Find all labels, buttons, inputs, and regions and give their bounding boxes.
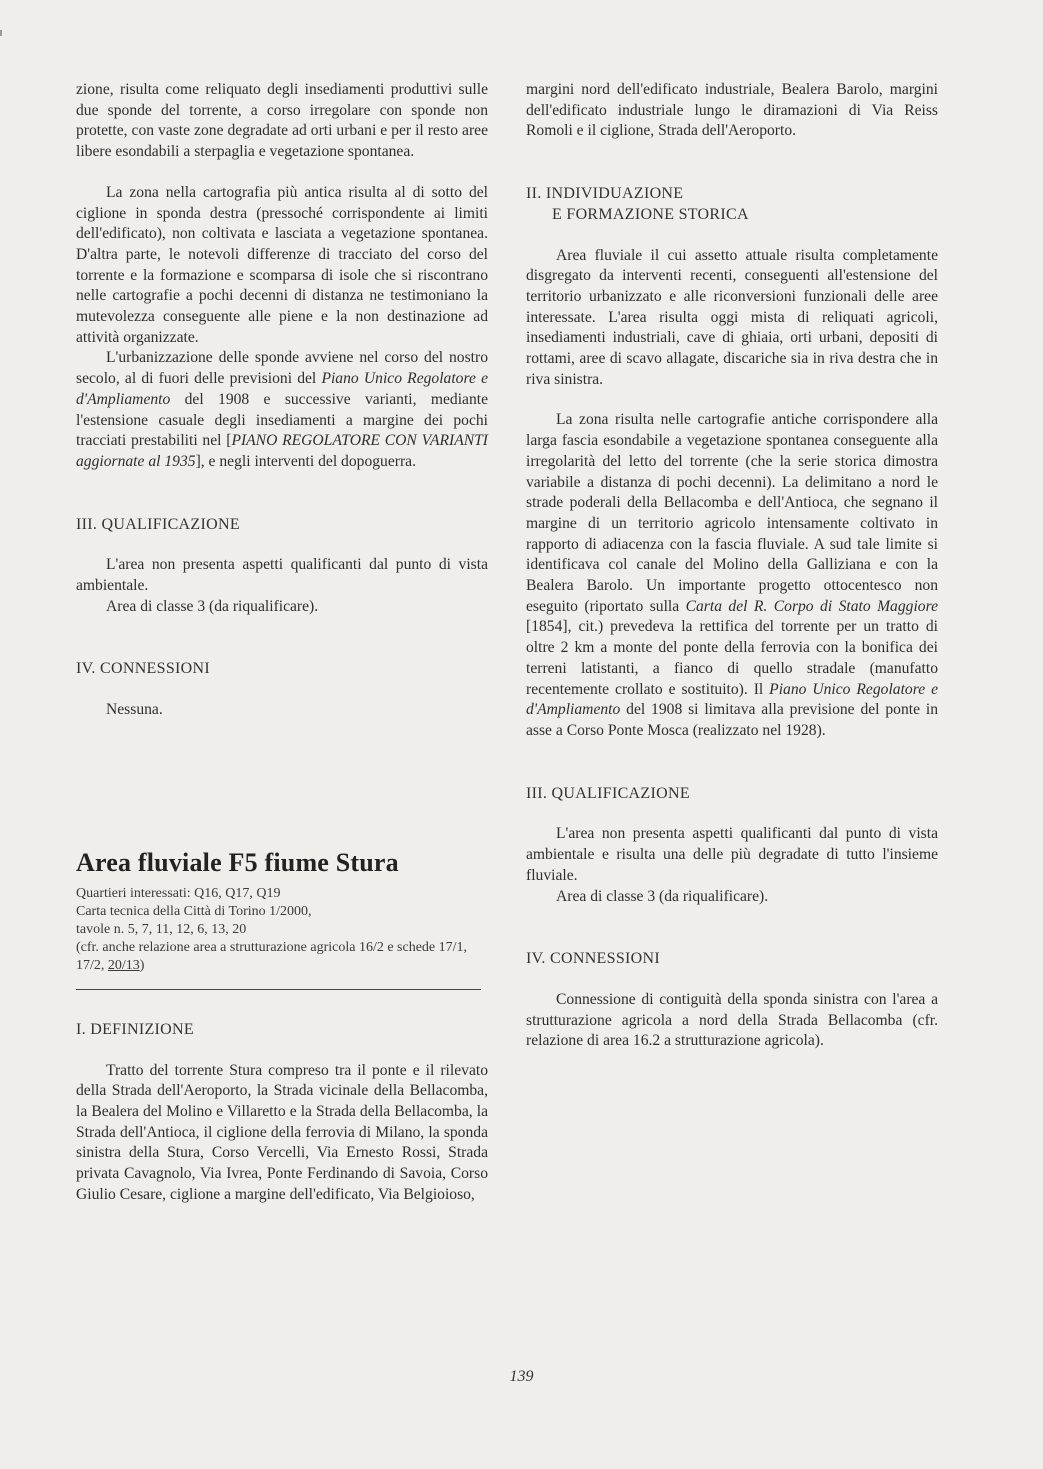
paragraph: margini nord dell'edificato industriale, Bealera Barolo, margini dell'edificato industriale lungo le diramazioni di Via Reiss Romoli e il ciglione, Strada dell'Aeroporto. bbox=[526, 81, 938, 140]
divider bbox=[76, 989, 481, 990]
paragraph: Nessuna. bbox=[106, 701, 163, 719]
paragraph: zione, risulta come reliquato degli insediamenti produttivi sulle due sponde del torrente, a corso irregolare con sponde non protette, con vaste zone degradate ad orti urbani e per il resto aree libere esondabili a sterpaglia e vegetazione spontanea. bbox=[76, 81, 488, 161]
paragraph: L'area non presenta aspetti qualificanti dal punto di vista ambientale e risulta una delle più degradate di tutto l'insieme fluviale. bbox=[526, 825, 938, 884]
section-heading-qualificazione: III. QUALIFICAZIONE bbox=[526, 784, 690, 802]
paragraph: La zona risulta nelle cartografie antiche corrispondere alla larga fascia esondabile a vegetazione spontanea conseguente alla irregolarità del letto del torrente (che la serie storica dimostra variabile a distanza di pochi decenni). La delimitano a nord le strade poderali della Bellacomba e dell'Antioca, che segnano il margine di un territorio agricolo intensamente coltivato in rapporto di adiacenza con la fascia fluviale. A sud tale limite si identificava col canale del Molino della Galliziana e con la Bealera Barolo. Un importante progetto ottocentesco non eseguito (riportato sulla Carta del R. Corpo di Stato Maggiore [1854], cit.) prevedeva la rettifica del torrente per un tratto di oltre 2 km a monte del ponte della ferrovia con la bonifica dei terreni latistanti, a fianco di quello stradale (manufatto recentemente crollato e sostituito). Il Piano Unico Regolatore e d'Ampliamento del 1908 si limitava alla previsione del ponte in asse a Corso Ponte Mosca (realizzato nel 1928). bbox=[526, 411, 938, 739]
paragraph: L'area non presenta aspetti qualificanti dal punto di vista ambientale. bbox=[76, 556, 488, 595]
paragraph: Tratto del torrente Stura compreso tra il ponte e il rilevato della Strada dell'Aeroporto, la Strada vicinale della Bellacomba, la Bealera del Molino e Villaretto e la Strada della Bellacomba, la Strada dell'Antioca, il ciglione della ferrovia di Milano, la sponda sinistra della Stura, Corso Vercelli, Via Ernesto Rossi, Strada privata Cavagnolo, Via Ivrea, Ponte Ferdinando di Savoia, Corso Giulio Cesare, ciglione a margine dell'edificato, Via Belgioioso, bbox=[76, 1061, 488, 1203]
section-heading-qualificazione: III. QUALIFICAZIONE bbox=[76, 515, 240, 533]
page-edge-mark bbox=[0, 30, 2, 36]
area-metadata bbox=[76, 885, 488, 975]
meta-line: Carta tecnica della Città di Torino 1/2000, bbox=[76, 903, 312, 919]
section-heading-definizione: I. DEFINIZIONE bbox=[76, 1020, 194, 1038]
area-title: Area fluviale F5 fiume Stura bbox=[76, 847, 399, 877]
meta-line: tavole n. 5, 7, 11, 12, 6, 13, 20 bbox=[76, 921, 247, 937]
right-column bbox=[526, 80, 938, 1052]
page-number: 139 bbox=[509, 1368, 534, 1385]
paragraph: Area di classe 3 (da riqualificare). bbox=[556, 887, 769, 905]
paragraph: Area di classe 3 (da riqualificare). bbox=[106, 597, 319, 615]
section-heading-connessioni: IV. CONNESSIONI bbox=[76, 660, 210, 678]
section-heading-individuazione: II. INDIVIDUAZIONE E FORMAZIONE STORICA bbox=[526, 185, 749, 223]
paragraph: Connessione di contiguità della sponda sinistra con l'area a strutturazione agricola a nord della Strada Bellacomba (cfr. relazione di area 16.2 a strutturazione agricola). bbox=[526, 990, 938, 1050]
meta-line: Quartieri interessati: Q16, Q17, Q19 bbox=[76, 885, 281, 901]
meta-line: (cfr. anche relazione area a strutturazione agricola 16/2 e schede 17/1, 17/2, 20/13) bbox=[76, 939, 468, 973]
paragraph: La zona nella cartografia più antica risulta al di sotto del ciglione in sponda destra (pressoché corrispondente ai limiti dell'edificato), non coltivata e lasciata a vegetazione spontanea. D'altra parte, le notevoli differenze di tracciato del corso del torrente e la formazione e scomparsa di isole che si riscontrano nelle cartografie a pochi decenni di distanza ne testimoniano la mutevolezza conseguente alle piene e la non destinazione ad attività organizzate. bbox=[76, 183, 488, 346]
left-column bbox=[76, 80, 488, 1206]
paragraph: L'urbanizzazione delle sponde avviene nel corso del nostro secolo, al di fuori delle previsioni del Piano Unico Regolatore e d'Ampliamento del 1908 e successive varianti, mediante l'estensione casuale degli insediamenti a margine dei pochi tracciati prestabiliti nel [PIANO REGOLATORE CON VARIANTI aggiornate al 1935], e negli interventi del dopoguerra. bbox=[76, 349, 488, 470]
section-heading-connessioni: IV. CONNESSIONI bbox=[526, 950, 660, 968]
paragraph: Area fluviale il cui assetto attuale risulta completamente disgregato da interventi recenti, conseguenti all'estensione del territorio urbanizzato e alle riconversioni funzionali delle aree interessate. L'area risulta oggi mista di reliquati agricoli, insediamenti industriali, cave di ghiaia, orti urbani, depositi di rottami, aree di scavo allagate, discariche sia in riva destra che in riva sinistra. bbox=[526, 246, 938, 388]
